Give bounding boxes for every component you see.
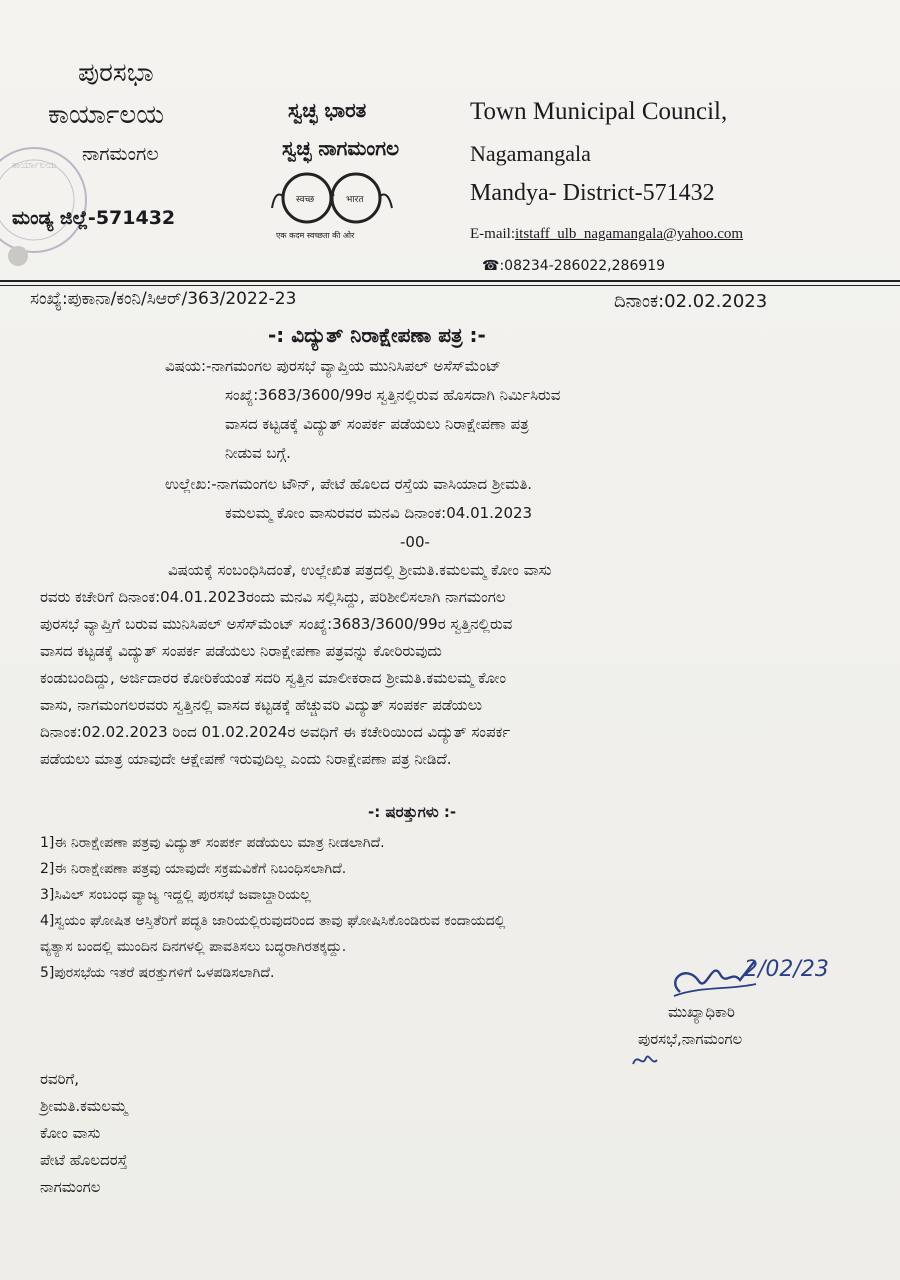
subject-line: ನೀಡುವ ಬಗ್ಗೆ.: [225, 444, 291, 462]
initial-mark: [630, 1050, 660, 1070]
letter-title: -: ವಿದ್ಯುತ್ ನಿರಾಕ್ಷೇಪಣಾ ಪತ್ರ :-: [268, 323, 486, 347]
logo-right-word: भारत: [346, 195, 364, 205]
reference-line: ಕಮಲಮ್ಮ ಕೋಂ ವಾಸುರವರ ಮನವಿ ದಿನಾಂಕ:04.01.2023: [225, 504, 533, 522]
signature-date: 2/02/23: [744, 957, 829, 982]
condition-item: 2]ಈ ನಿರಾಕ್ಷೇಪಣಾ ಪತ್ರವು ಯಾವುದೇ ಸಕ್ರಮವಿಕೆಗೆ ನಿಬಂಧಿಸಲಾಗಿದೆ.: [40, 861, 347, 877]
header-kannada-line-4: ಮಂಡ್ಯ ಜಿಲ್ಲೆ-571432: [12, 207, 176, 229]
body-line: ಕಂಡುಬಂದಿದ್ದು, ಅರ್ಜಿದಾರರ ಕೋರಿಕೆಯಂತೆ ಸದರಿ ಸ್ವತ್ತಿನ ಮಾಲೀಕರಾದ ಶ್ರೀಮತಿ.ಕಮಲಮ್ಮ ಕೋಂ: [40, 669, 507, 687]
header-rule-bottom: [0, 285, 900, 286]
header-english-line-2: Nagamangala: [470, 141, 591, 166]
punch-hole: [8, 246, 28, 266]
body-line: ಪುರಸಭೆ ವ್ಯಾಪ್ತಿಗೆ ಬರುವ ಮುನಿಸಿಪಲ್ ಅಸೆಸ್‌ಮೆಂಟ್ ಸಂಖ್ಯೆ:3683/3600/99ರ ಸ್ವತ್ತಿನಲ್ಲಿರುವ: [40, 615, 513, 633]
reference-line: ಉಲ್ಲೇಖ:-ನಾಗಮಂಗಲ ಟೌನ್, ಪೇಟೆ ಹೊಲದ ರಸ್ತೆಯ ವಾಸಿಯಾದ ಶ್ರೀಮತಿ.: [165, 475, 533, 493]
recipient-line: ನಾಗಮಂಗಲ: [40, 1178, 101, 1196]
header-phone: ☎:08234-286022,286919: [482, 258, 666, 274]
subject-line: ವಾಸದ ಕಟ್ಟಡಕ್ಕೆ ವಿದ್ಯುತ್ ಸಂಪರ್ಕ ಪಡೆಯಲು ನಿರಾಕ್ಷೇಪಣಾ ಪತ್ರ: [225, 415, 529, 433]
body-line: ವಾಸದ ಕಟ್ಟಡಕ್ಕೆ ವಿದ್ಯುತ್ ಸಂಪರ್ಕ ಪಡೆಯಲು ನಿರಾಕ್ಷೇಪಣಾ ಪತ್ರವನ್ನು ಕೋರಿರುವುದು: [40, 642, 442, 660]
reference-block: [165, 470, 765, 528]
body-line: ವಾಸು, ನಾಗಮಂಗಲರವರು ಸ್ವತ್ತಿನಲ್ಲಿ ವಾಸದ ಕಟ್ಟಡಕ್ಕೆ ಹೆಚ್ಚುವರಿ ವಿದ್ಯುತ್ ಸಂಪರ್ಕ ಪಡೆಯಲು: [40, 696, 483, 714]
condition-item: ವ್ಯತ್ಯಾಸ ಬಂದಲ್ಲಿ ಮುಂದಿನ ದಿನಗಳಲ್ಲಿ ಪಾವತಿಸಲು ಬದ್ಧರಾಗಿರತಕ್ಕದ್ದು.: [40, 939, 347, 955]
header-english-line-3: Mandya- District-571432: [470, 180, 715, 206]
body-line: ವಿಷಯಕ್ಕೆ ಸಂಬಂಧಿಸಿದಂತೆ, ಉಲ್ಲೇಖಿತ ಪತ್ರದಲ್ಲಿ ಶ್ರೀಮತಿ.ಕಮಲಮ್ಮ ಕೋಂ ವಾಸು: [168, 561, 552, 579]
condition-item: 3]ಸಿವಿಲ್ ಸಂಬಂಧ ವ್ಯಾಜ್ಯ ಇದ್ದಲ್ಲಿ ಪುರಸಭೆ ಜವಾಬ್ದಾರಿಯಲ್ಲ: [40, 887, 311, 903]
reference-number: ಸಂಖ್ಯೆ:ಪುಕಾನಾ/ಕಂನಿ/ಸಿಆರ್/363/2022-23: [30, 289, 297, 309]
header-email: [470, 226, 743, 243]
body-line: ರವರು ಕಚೇರಿಗೆ ದಿನಾಂಕ:04.01.2023ರಂದು ಮನವಿ ಸಲ್ಲಿಸಿದ್ದು, ಪರಿಶೀಲಿಸಲಾಗಿ ನಾಗಮಂಗಲ: [40, 588, 506, 606]
body-line: ದಿನಾಂಕ:02.02.2023 ರಿಂದ 01.02.2024ರ ಅವಧಿಗೆ ಈ ಕಚೇರಿಯಿಂದ ವಿದ್ಯುತ್ ಸಂಪರ್ಕ: [40, 723, 511, 741]
email-link[interactable]: itstaff_ulb_nagamangala@yahoo.com: [515, 226, 744, 242]
recipient-line: ಶ್ರೀಮತಿ.ಕಮಲಮ್ಮ: [40, 1097, 128, 1115]
signatory-title: ಮುಖ್ಯಾಧಿಕಾರಿ: [668, 1003, 735, 1021]
condition-item: 4]ಸ್ವಯಂ ಘೋಷಿತ ಆಸ್ತಿತೆರಿಗೆ ಪದ್ಧತಿ ಜಾರಿಯಲ್ಲಿರುವುದರಿಂದ ತಾವು ಘೋಷಿಸಿಕೊಂಡಿರುವ ಕಂದಾಯದಲ್ಲಿ: [40, 913, 506, 929]
subject-line: ವಿಷಯ:-ನಾಗಮಂಗಲ ಪುರಸಭೆ ವ್ಯಾಪ್ತಿಯ ಮುನಿಸಿಪಲ್ ಅಸೆಸ್‌ಮೆಂಟ್: [165, 357, 501, 375]
swachh-line-2: ಸ್ವಚ್ಛ ನಾಗಮಂಗಲ: [282, 136, 400, 160]
stamp-text: ಕಾರ್ಯಾಲಯ: [12, 160, 57, 171]
letter-body: [40, 557, 780, 773]
signatory-office: ಪುರಸಭೆ,ನಾಗಮಂಗಲ: [638, 1030, 743, 1048]
header-english-line-1: Town Municipal Council,: [470, 98, 728, 125]
recipient-block: [40, 1066, 127, 1201]
header-kannada-line-3: ನಾಗಮಂಗಲ: [82, 143, 159, 165]
condition-item: 1]ಈ ನಿರಾಕ್ಷೇಪಣಾ ಪತ್ರವು ವಿದ್ಯುತ್ ಸಂಪರ್ಕ ಪಡೆಯಲು ಮಾತ್ರ ನೀಡಲಾಗಿದೆ.: [40, 835, 385, 851]
handwritten-signature: [660, 940, 830, 1010]
subject-line: ಸಂಖ್ಯೆ:3683/3600/99ರ ಸ್ವತ್ತಿನಲ್ಲಿರುವ ಹೊಸದಾಗಿ ನಿರ್ಮಿಸಿರುವ: [225, 386, 561, 404]
subject-block: [165, 352, 765, 468]
separator: -00-: [400, 533, 430, 551]
letter-date: ದಿನಾಂಕ:02.02.2023: [614, 291, 768, 312]
header-rule-top: [0, 280, 900, 282]
condition-item: 5]ಪುರಸಭೆಯ ಇತರೆ ಷರತ್ತುಗಳಿಗೆ ಒಳಪಡಿಸಲಾಗಿದೆ.: [40, 965, 275, 981]
email-label: E-mail:: [470, 226, 515, 242]
logo-left-word: स्वच्छ: [296, 195, 315, 205]
office-stamp: [0, 140, 94, 260]
swachh-line-1: ಸ್ವಚ್ಛ ಭಾರತ: [288, 98, 367, 122]
conditions-title: -: ಷರತ್ತುಗಳು :-: [368, 803, 457, 821]
conditions-list: [40, 830, 740, 986]
body-line: ಪಡೆಯಲು ಮಾತ್ರ ಯಾವುದೇ ಆಕ್ಷೇಪಣೆ ಇರುವುದಿಲ್ಲ ಎಂದು ನಿರಾಕ್ಷೇಪಣಾ ಪತ್ರ ನೀಡಿದೆ.: [40, 750, 452, 768]
recipient-line: ರವರಿಗೆ,: [40, 1070, 79, 1088]
header-kannada-line-1: ಪುರಸಭಾ: [78, 58, 154, 88]
header-kannada-line-2: ಕಾರ್ಯಾಲಯ: [48, 100, 165, 130]
recipient-line: ಕೋಂ ವಾಸು: [40, 1124, 101, 1142]
recipient-line: ಪೇಟೆ ಹೊಲದರಸ್ತೆ: [40, 1151, 128, 1169]
logo-tagline: एक कदम स्वच्छता की ओर: [276, 231, 355, 240]
